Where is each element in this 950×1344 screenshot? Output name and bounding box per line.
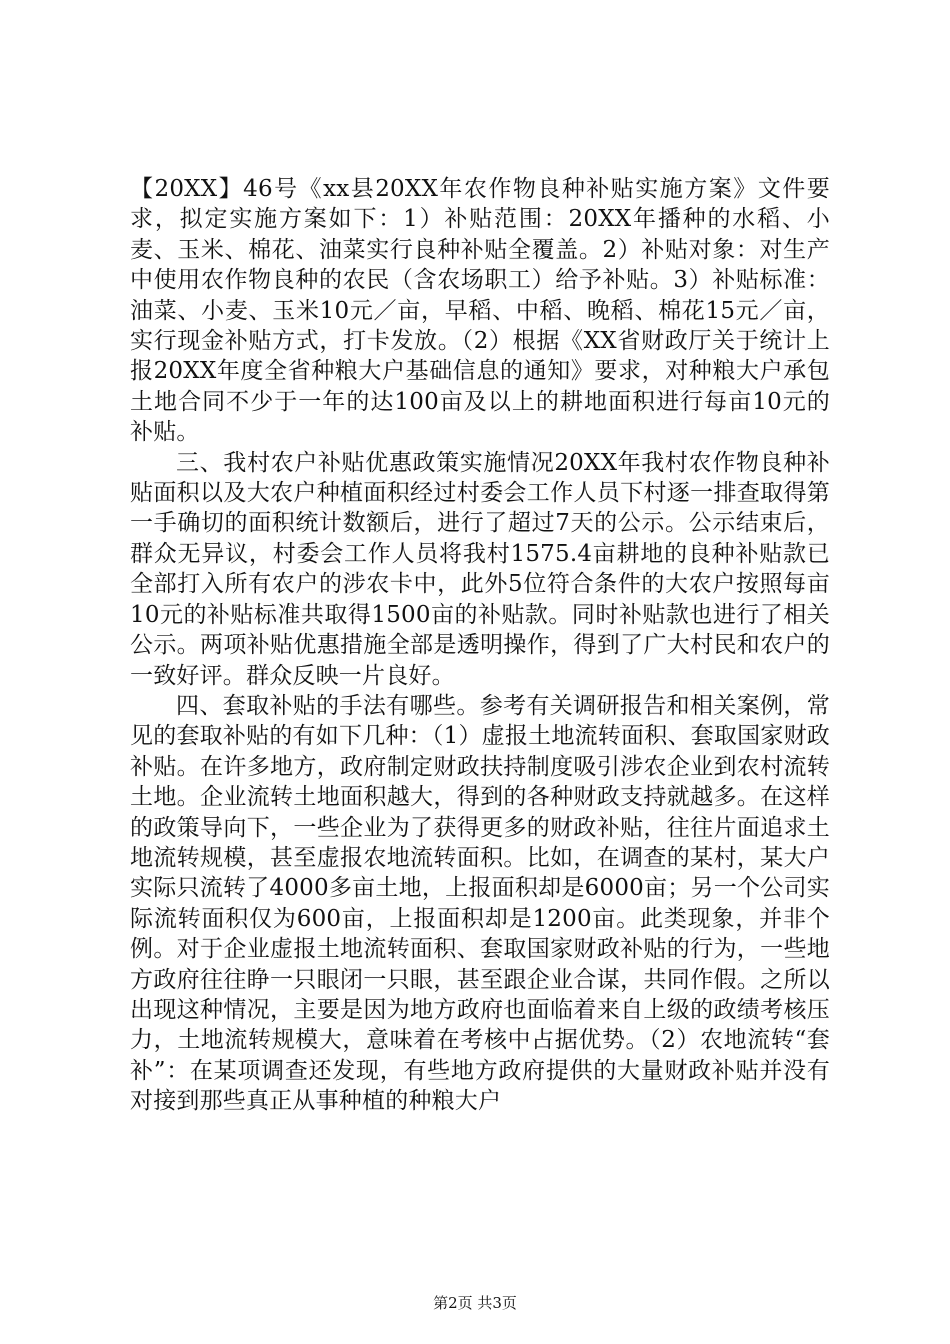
paragraph-implementation: 三、我村农户补贴优惠政策实施情况20XX年我村农作物良种补贴面积以及大农户种植面积经过村委会工作人员下村逐一排查取得第一手确切的面积统计数额后，进行了超过7天的公示。公示结束后，群众无异议，村委会工作人员将我村1575.4亩耕地的良种补贴款已全部打入所有农户的涉农卡中，此外5位符合条件的大农户按照每亩10元的补贴标准共取得1500亩的补贴款。同时补贴款也进行了相关公示。两项补贴优惠措施全部是透明操作，得到了广大村民和农户的一致好评。群众反映一片良好。 bbox=[130, 449, 830, 689]
paragraph-subsidy-plan: 【20XX】46号《xx县20XX年农作物良种补贴实施方案》文件要求，拟定实施方案如下：1）补贴范围：20XX年播种的水稻、小麦、玉米、棉花、油菜实行良种补贴全覆盖。2）补贴对象：对生产中使用农作物良种的农民（含农场职工）给予补贴。3）补贴标准：油菜、小麦、玉米10元／亩，早稻、中稻、晚稻、棉花15元／亩，实行现金补贴方式，打卡发放。（2）根据《XX省财政厅关于统计上报20XX年度全省种粮大户基础信息的通知》要求，对种粮大户承包土地合同不少于一年的达100亩及以上的耕地面积进行每亩10元的补贴。 bbox=[130, 176, 830, 446]
paragraph-fraud-methods: 四、套取补贴的手法有哪些。参考有关调研报告和相关案例，常见的套取补贴的有如下几种：（1）虚报土地流转面积、套取国家财政补贴。在许多地方，政府制定财政扶持制度吸引涉农企业到农村流转土地。企业流转土地面积越大，得到的各种财政支持就越多。在这样的政策导向下，一些企业为了获得更多的财政补贴，往往片面追求土地流转规模，甚至虚报农地流转面积。比如，在调查的某村，某大户实际只流转了4000多亩土地，上报面积却是6000亩；另一个公司实际流转面积仅为600亩，上报面积却是1200亩。此类现象，并非个例。对于企业虚报土地流转面积、套取国家财政补贴的行为，一些地方政府往往睁一只眼闭一只眼，甚至跟企业合谋，共同作假。之所以出现这种情况，主要是因为地方政府也面临着来自上级的政绩考核压力，土地流转规模大，意味着在考核中占据优势。（2）农地流转“套补”：在某项调查还发现，有些地方政府提供的大量财政补贴并没有对接到那些真正从事种植的种粮大户 bbox=[130, 692, 830, 1115]
document-body bbox=[130, 174, 830, 1117]
page-footer: 第2页 共3页 bbox=[433, 1294, 517, 1312]
